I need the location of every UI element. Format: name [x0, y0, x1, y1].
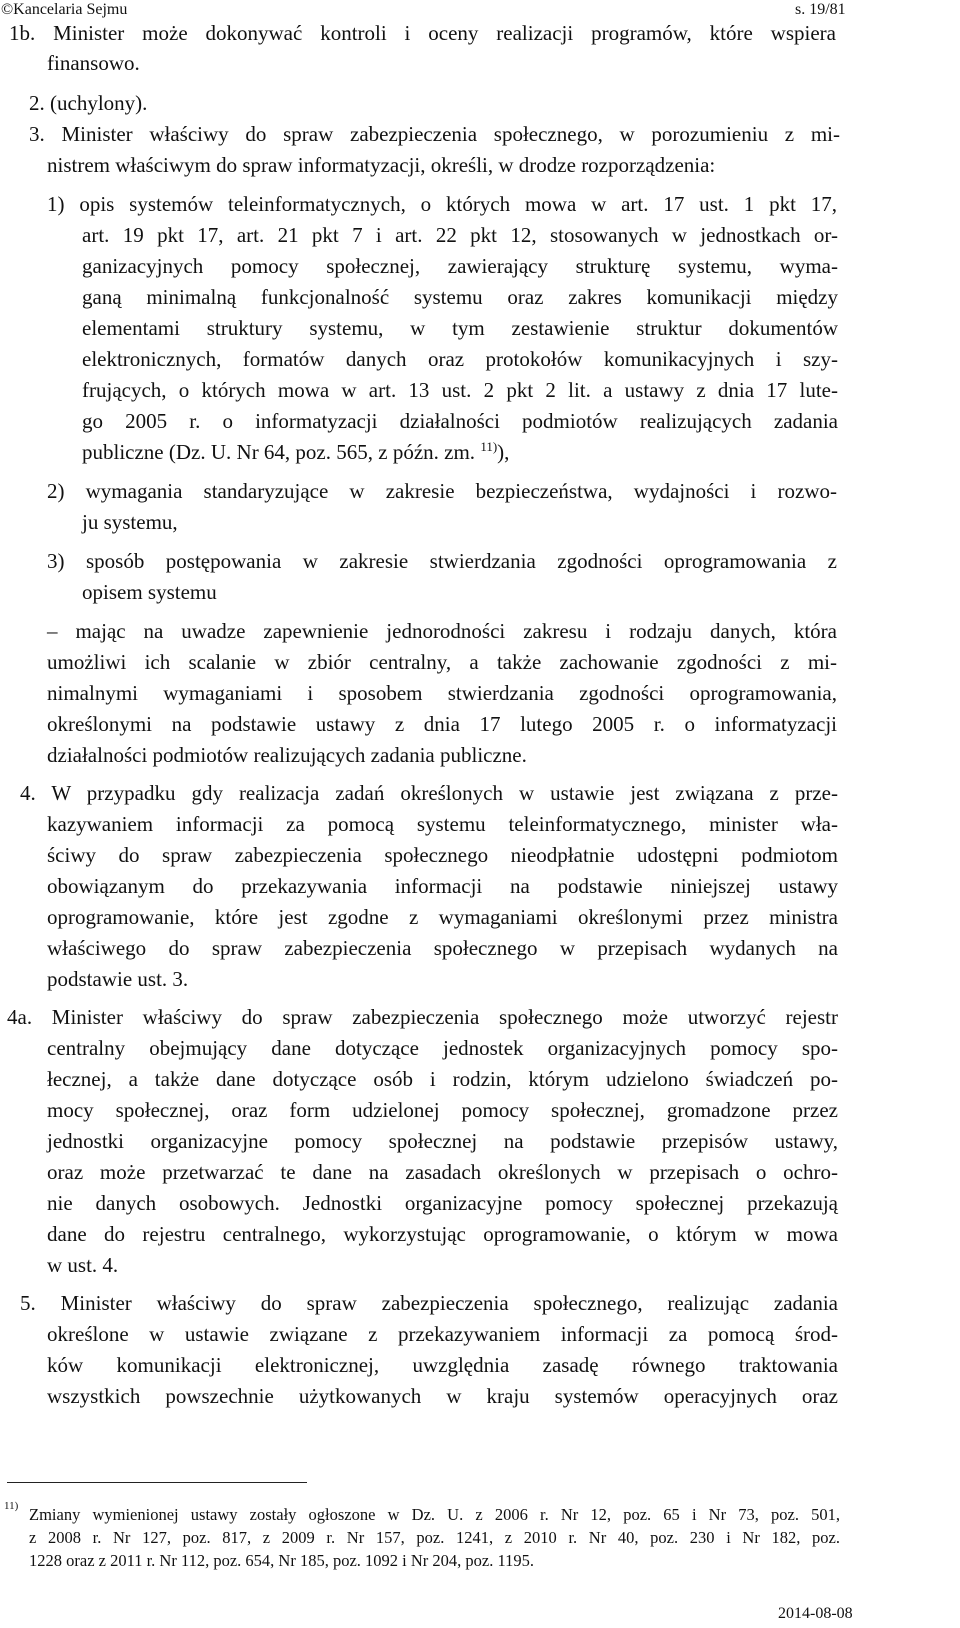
- text-line: go 2005 r. o informatyzacji działalności podmiotów realizujących zadania: [82, 409, 838, 433]
- footnote-reference: 11): [480, 439, 498, 454]
- text-line: podstawie ust. 3.: [47, 967, 189, 991]
- text-line: łecznej, a także dane dotyczące osób i rodzin, którym udzielono świadczeń po-: [47, 1067, 838, 1091]
- text-line: 2. (uchylony).: [29, 91, 148, 115]
- footer-date: 2014-08-08: [778, 1605, 853, 1622]
- text-line: oraz może przetwarzać te dane na zasadach określonych w przepisach o ochro-: [47, 1160, 838, 1184]
- text-line: jednostki organizacyjne pomocy społecznej na podstawie przepisów ustawy,: [47, 1129, 838, 1153]
- text-line: mocy społecznej, oraz form udzielonej pomocy społecznej, gromadzone przez: [47, 1098, 838, 1122]
- text-line: w ust. 4.: [47, 1253, 119, 1277]
- text-line: kazywaniem informacji za pomocą systemu teleinformatycznego, minister wła-: [47, 812, 838, 836]
- footnote-line: 1228 oraz z 2011 r. Nr 112, poz. 654, Nr 185, poz. 1092 i Nr 204, poz. 1195.: [29, 1551, 534, 1570]
- footnote-reference-tail: ),: [497, 440, 510, 464]
- text-line: umożliwi ich scalanie w zbiór centralny, a także zachowanie zgodności z mi-: [47, 650, 837, 674]
- text-line: ków komunikacji elektronicznej, uwzględnia zasadę równego traktowania: [47, 1353, 838, 1377]
- text-line: – mając na uwadze zapewnienie jednorodności zakresu i rodzaju danych, która: [47, 619, 837, 643]
- text-line: wszystkich powszechnie użytkowanych w kraju systemów operacyjnych oraz: [47, 1384, 838, 1408]
- footnote-line: z 2008 r. Nr 127, poz. 817, z 2009 r. Nr 157, poz. 1241, z 2010 r. Nr 40, poz. 230 i Nr 182, poz.: [29, 1528, 840, 1547]
- text-line: 2) wymagania standaryzujące w zakresie bezpieczeństwa, wydajności i rozwo-: [47, 479, 837, 503]
- text-line: określonymi na podstawie ustawy z dnia 17 lutego 2005 r. o informatyzacji: [47, 712, 837, 736]
- text-line: obowiązanym do przekazywania informacji na podstawie niniejszej ustawy: [47, 874, 838, 898]
- text-line: określone w ustawie związane z przekazywaniem informacji za pomocą środ-: [47, 1322, 838, 1346]
- text-line: 1) opis systemów teleinformatycznych, o których mowa w art. 17 ust. 1 pkt 17,: [47, 192, 837, 216]
- text-line: frujących, o których mowa w art. 13 ust. 2 pkt 2 lit. a ustawy z dnia 17 lute-: [82, 378, 838, 402]
- footnote-marker: 11): [4, 1500, 19, 1512]
- text-line: elektronicznych, formatów danych oraz protokołów komunikacyjnych i szy-: [82, 347, 838, 371]
- text-line: opisem systemu: [82, 580, 217, 604]
- text-line: ju systemu,: [82, 510, 178, 534]
- text-line: 3) sposób postępowania w zakresie stwierdzania zgodności oprogramowania z: [47, 549, 837, 573]
- text-line: publiczne (Dz. U. Nr 64, poz. 565, z późn. zm.: [82, 440, 476, 464]
- text-line: 4a. Minister właściwy do spraw zabezpieczenia społecznego może utworzyć rejestr: [7, 1005, 838, 1029]
- text-line: 1b. Minister może dokonywać kontroli i oceny realizacji programów, które wspiera: [9, 21, 836, 45]
- text-line: finansowo.: [47, 51, 140, 75]
- text-line: ganizacyjnych pomocy społecznej, zawierający strukturę systemu, wyma-: [82, 254, 838, 278]
- text-line: art. 19 pkt 17, art. 21 pkt 7 i art. 22 pkt 12, stosowanych w jednostkach or-: [82, 223, 838, 247]
- text-line: oprogramowanie, które jest zgodne z wymaganiami określonymi przez ministra: [47, 905, 838, 929]
- text-line: 4. W przypadku gdy realizacja zadań określonych w ustawie jest związana z prze-: [20, 781, 838, 805]
- text-line: nimalnymi wymaganiami i sposobem stwierdzania zgodności oprogramowania,: [47, 681, 837, 705]
- text-line-with-footnote-ref: [82, 439, 509, 465]
- text-line: właściwego do spraw zabezpieczenia społecznego w przepisach wydanych na: [47, 936, 838, 960]
- text-line: 5. Minister właściwy do spraw zabezpieczenia społecznego, realizując zadania: [20, 1291, 838, 1315]
- text-line: działalności podmiotów realizujących zadania publiczne.: [47, 743, 527, 767]
- text-line: elementami struktury systemu, w tym zestawienie struktur dokumentów: [82, 316, 838, 340]
- footnote-separator: [7, 1482, 307, 1483]
- text-line: nie danych osobowych. Jednostki organizacyjne pomocy społecznej przekazują: [47, 1191, 838, 1215]
- header-copyright: ©Kancelaria Sejmu: [1, 1, 128, 18]
- text-line: dane do rejestru centralnego, wykorzystując oprogramowanie, o którym w mowa: [47, 1222, 838, 1246]
- text-line: nistrem właściwym do spraw informatyzacji, określi, w drodze rozporządzenia:: [47, 153, 716, 177]
- page-number: s. 19/81: [795, 1, 846, 18]
- text-line: ściwy do spraw zabezpieczenia społecznego nieodpłatnie udostępni podmiotom: [47, 843, 838, 867]
- text-line: ganą minimalną funkcjonalność systemu oraz zakres komunikacji między: [82, 285, 838, 309]
- text-line: 3. Minister właściwy do spraw zabezpieczenia społecznego, w porozumieniu z mi-: [29, 122, 840, 146]
- footnote-line: Zmiany wymienionej ustawy zostały ogłoszone w Dz. U. z 2006 r. Nr 12, poz. 65 i Nr 73, poz. 501,: [29, 1505, 840, 1524]
- text-line: centralny obejmujący dane dotyczące jednostek organizacyjnych pomocy spo-: [47, 1036, 838, 1060]
